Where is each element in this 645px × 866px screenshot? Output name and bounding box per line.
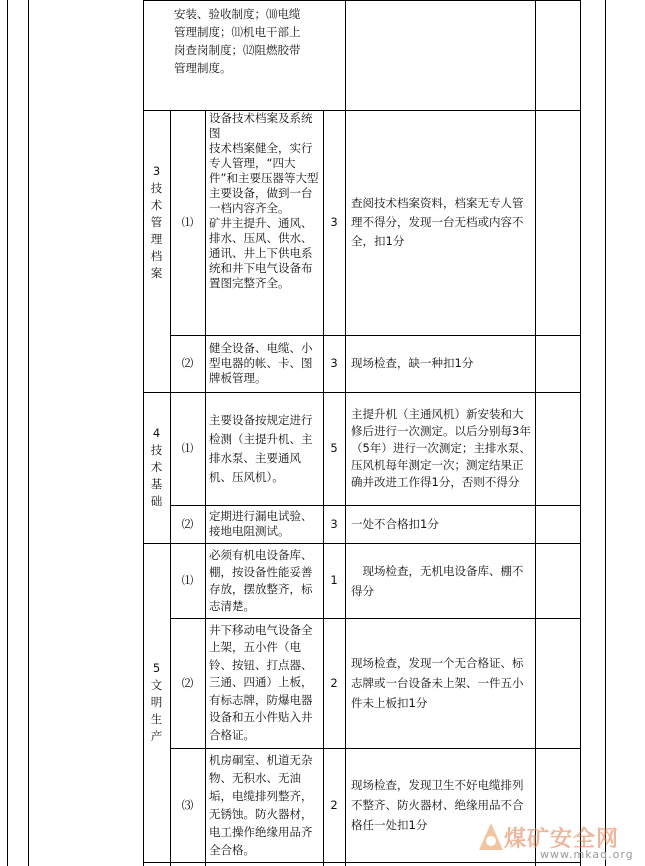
item-content-text: 主要设备按规定进行检测（主提升机、主排水泵、主要通风机、压风机）。 xyxy=(209,412,313,484)
item-no: ⑵ xyxy=(181,516,194,531)
item-content xyxy=(209,543,321,618)
item-method xyxy=(351,543,531,618)
item-no: ⑵ xyxy=(181,356,194,370)
item-method-text: 一处不合格扣1分 xyxy=(351,516,439,531)
item-score: 5 xyxy=(330,441,338,455)
item-content-text: 井下移动电气设备全上架，五小件（电铃、按钮、打点器、三通、四通）上板，有标志牌，防爆电器设备和五小件贴入井合格证。 xyxy=(209,622,313,742)
item-score: 3 xyxy=(330,356,338,370)
top-content: 安装、验收制度；⑽电缆管理制度；⑾机电干部上岗查岗制度；⑿阻燃胶带管理制度。 xyxy=(174,7,301,75)
item-method-text: 查阅技术档案资料，档案无专人管理不得分，发现一台无档或内容不全，扣1分 xyxy=(351,196,524,248)
watermark-text: 煤矿安全网 xyxy=(504,826,620,852)
item-score: 2 xyxy=(330,797,338,812)
item-no: ⑴ xyxy=(181,573,194,587)
item-method xyxy=(351,110,531,335)
item-content xyxy=(209,505,321,543)
item-method-text: 现场检查，发现一个无合格证、标志牌或一台设备未上架、一件五小件未上板扣1分 xyxy=(351,656,524,710)
item-content-text: 健全设备、电缆、小型电器的帐、卡、图牌板管理。 xyxy=(209,341,313,385)
item-method-text: 现场检查，无机电设备库、棚不得分 xyxy=(351,563,524,598)
item-no: ⑴ xyxy=(181,441,194,455)
item-content xyxy=(209,392,321,505)
item-method xyxy=(351,392,531,505)
item-no: ⑴ xyxy=(181,215,194,229)
item-method-text: 现场检查，发现卫生不好电缆排列不整齐、防火器材、绝缘用品不合格任一处扣1分 xyxy=(351,778,524,832)
item-content xyxy=(209,335,321,392)
item-score: 3 xyxy=(330,215,338,229)
watermark-url: www.mkaq.org xyxy=(540,848,634,861)
section-title xyxy=(143,110,170,335)
watermark xyxy=(478,818,638,864)
section-title-text: 3技术管理档案 xyxy=(150,164,163,280)
item-content xyxy=(209,618,321,748)
item-method xyxy=(351,505,531,543)
item-content xyxy=(209,748,321,862)
item-method-text: 主提升机（主通风机）新安装和大修后进行一次测定。以后分别每3年（5年）进行一次测定；主排水泵、压风机每年测定一次；测定结果正确并改进工作得1分，否则不得分 xyxy=(351,407,531,489)
item-score: 1 xyxy=(330,573,338,587)
section-title xyxy=(143,392,170,543)
section-title-text: 5文明生产 xyxy=(150,661,163,743)
item-score: 2 xyxy=(330,675,338,690)
item-method xyxy=(351,335,531,392)
item-score: 3 xyxy=(330,516,338,531)
item-content: 设备技术档案及系统图 技术档案健全，实行专人管理，“四大件”和主要压器等大型主要设备，做到一台一档内容齐全。 矿井主提升、通风、排水、压风、供水、通讯、井上下供电系统和井下电气设备布置图完整齐全。 xyxy=(209,111,319,290)
item-method xyxy=(351,618,531,748)
item-no: ⑵ xyxy=(181,675,194,690)
section-title xyxy=(143,543,170,862)
item-content-text: 定期进行漏电试验、接地电阻测试。 xyxy=(209,509,313,538)
item-no: ⑶ xyxy=(181,797,194,812)
watermark-logo-icon xyxy=(478,822,504,852)
section-title-text: 4技术基础 xyxy=(150,426,163,508)
item-method-text: 现场检查，缺一种扣1分 xyxy=(351,356,474,370)
item-content-text: 必须有机电设备库、棚，按设备性能妥善存放，摆放整齐，标志清楚。 xyxy=(209,547,313,613)
item-content-text: 机房硐室、机道无杂物、无积水、无油垢，电缆排列整齐，无锈蚀。防火器材，电工操作绝缘用品齐全合格。 xyxy=(209,753,313,857)
